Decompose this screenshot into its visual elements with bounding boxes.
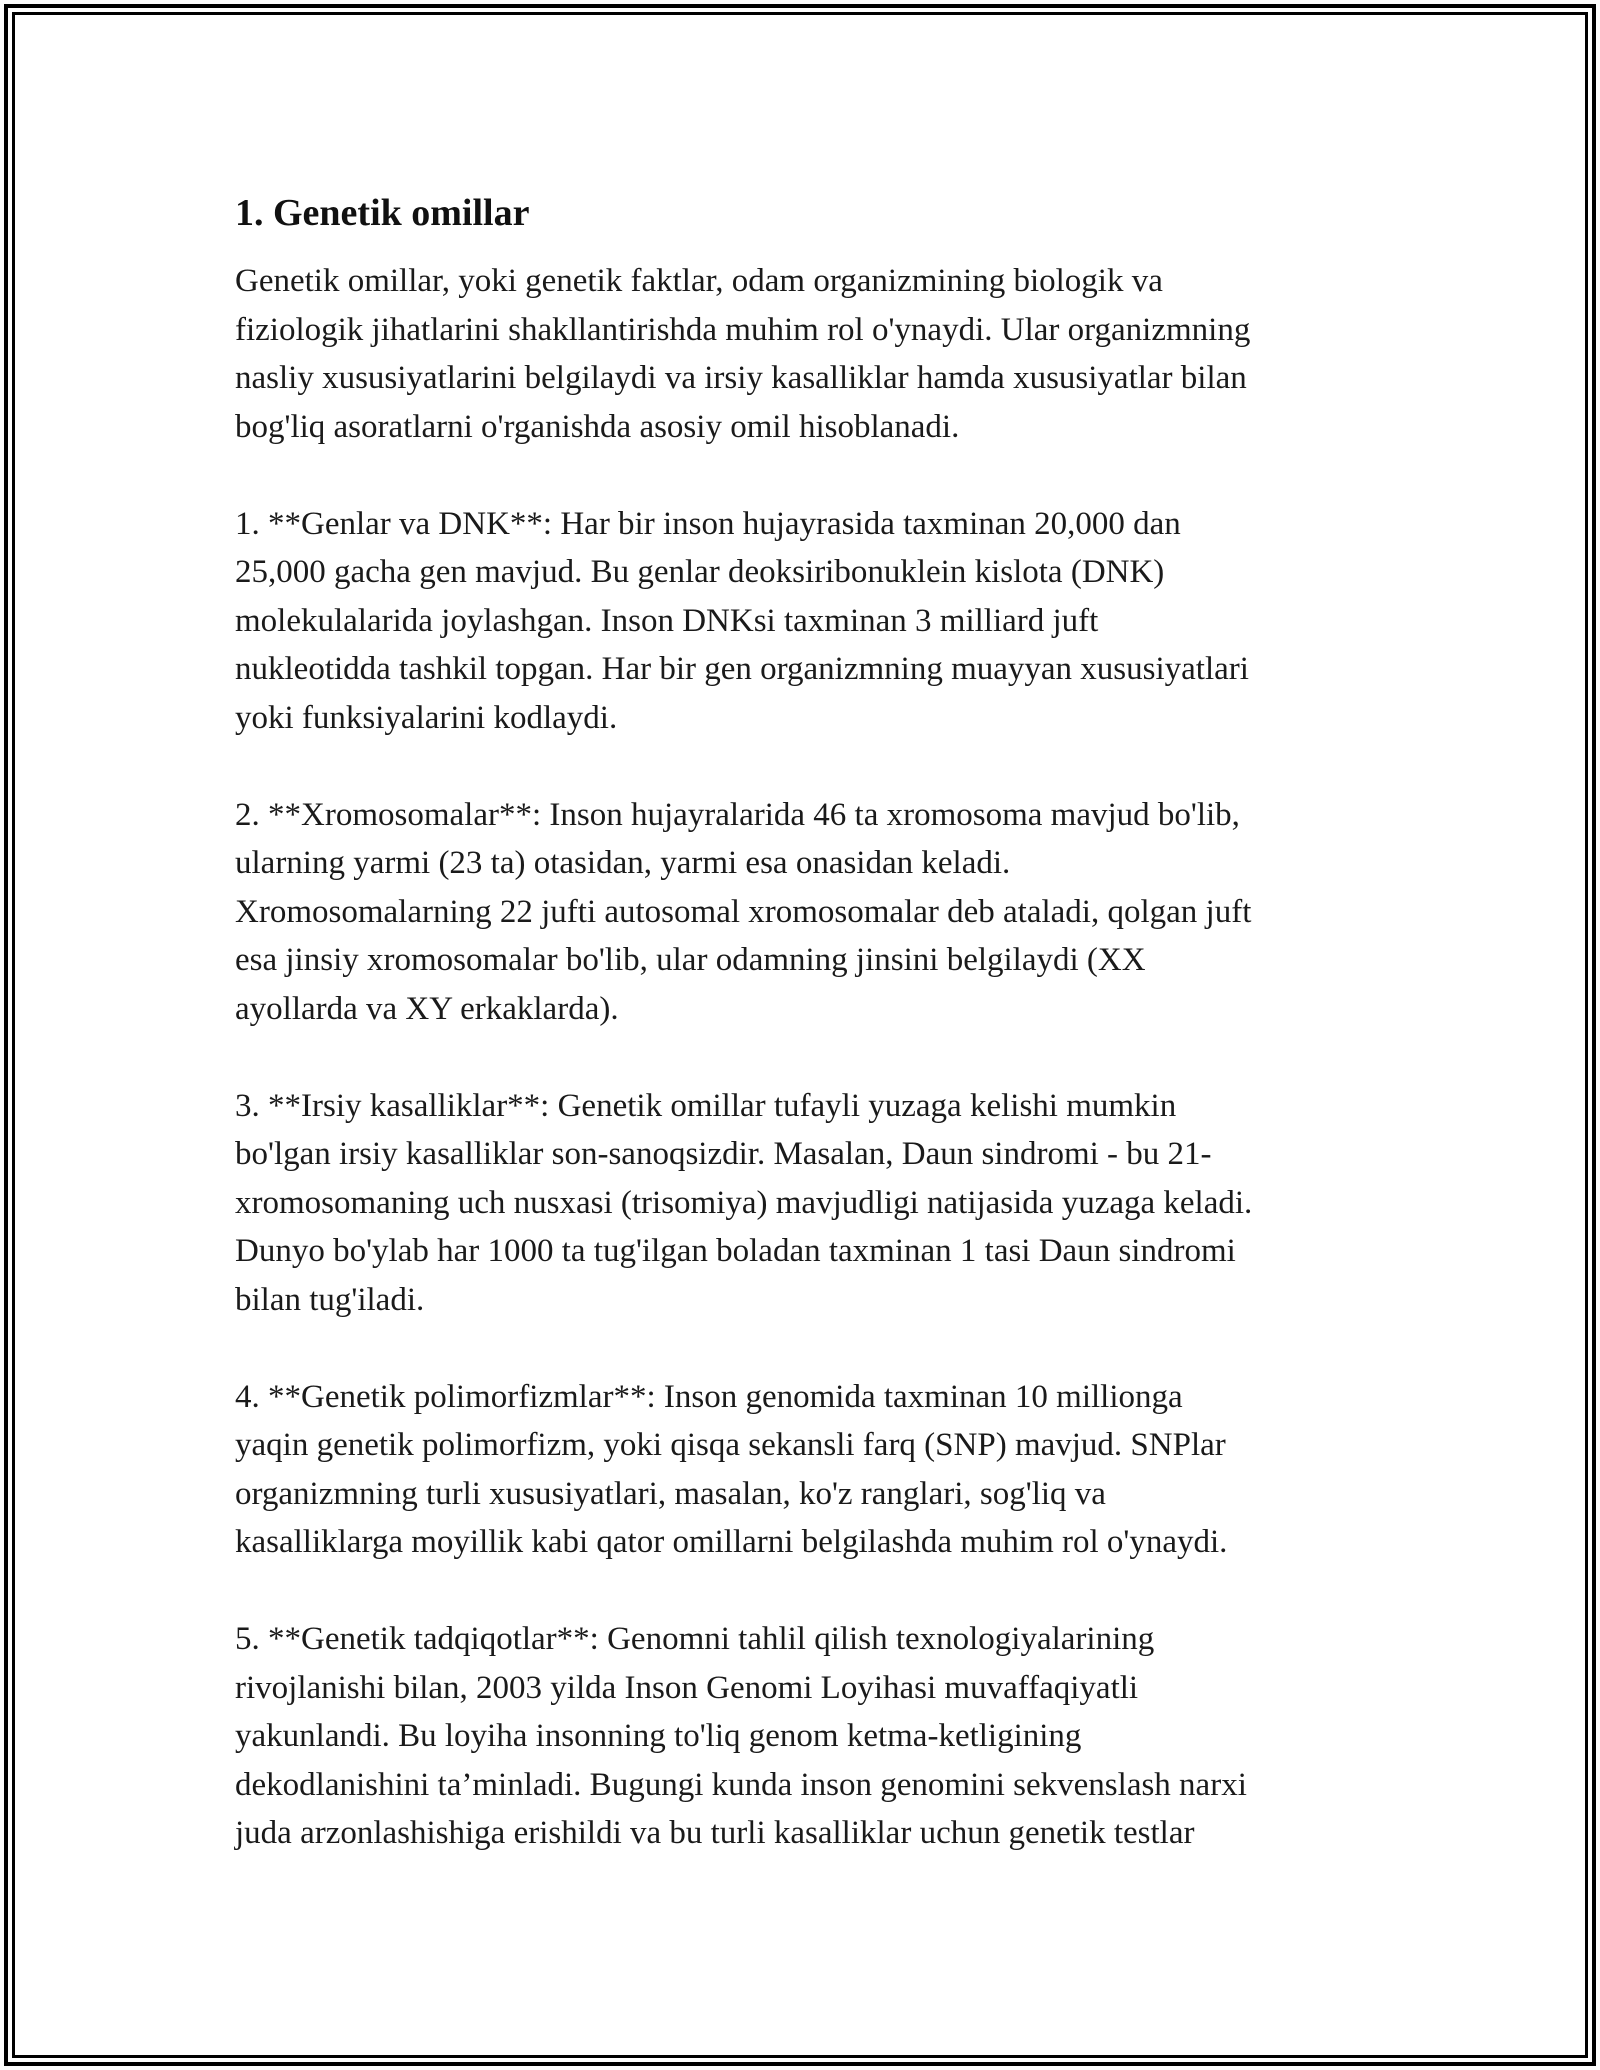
list-item-genes-dna xyxy=(235,500,1375,743)
section-heading: 1. Genetik omillar xyxy=(235,192,530,234)
text-line: rivojlanishi bilan, 2003 yilda Inson Genomi Loyihasi muvaffaqiyatli xyxy=(235,1669,1139,1706)
text-line: bilan tug'iladi. xyxy=(235,1281,425,1318)
text-line: yaqin genetik polimorfizm, yoki qisqa sekansli farq (SNP) mavjud. SNPlar xyxy=(235,1427,1226,1463)
text-line: ularning yarmi (23 ta) otasidan, yarmi esa onasidan keladi. xyxy=(235,845,1011,881)
text-line: molekulalarida joylashgan. Inson DNKsi taxminan 3 milliard juft xyxy=(235,602,1099,639)
text-line: kasalliklarga moyillik kabi qator omillarni belgilashda muhim rol o'ynaydi. xyxy=(235,1524,1228,1560)
text-line: bo'lgan irsiy kasalliklar son-sanoqsizdir. Masalan, Daun sindromi - bu 21- xyxy=(235,1136,1212,1172)
text-line: nasliy xususiyatlarini belgilaydi va irsiy kasalliklar hamda xususiyatlar bilan xyxy=(235,360,1247,396)
text-line: dekodlanishini ta’minladi. Bugungi kunda inson genomini sekvenslash narxi xyxy=(235,1766,1247,1803)
text-line: 5. **Genetik tadqiqotlar**: Genomni tahlil qilish texnologiyalarining xyxy=(235,1621,1155,1657)
text-line: nukleotidda tashkil topgan. Har bir gen organizmning muayyan xususiyatlari xyxy=(235,651,1249,687)
text-line: 25,000 gacha gen mavjud. Bu genlar deoksiribonuklein kislota (DNK) xyxy=(235,554,1165,590)
list-item-hereditary-diseases xyxy=(235,1082,1375,1325)
intro-paragraph xyxy=(235,257,1375,451)
text-line: ayollarda va XY erkaklarda). xyxy=(235,990,619,1027)
list-item-polymorphisms xyxy=(235,1373,1375,1567)
text-line: organizmning turli xususiyatlari, masalan, ko'z ranglari, sog'liq va xyxy=(235,1475,1106,1512)
list-item-genetic-research xyxy=(235,1615,1375,1858)
text-line: juda arzonlashishiga erishildi va bu turli kasalliklar uchun genetik testlar xyxy=(235,1815,1195,1851)
text-line: xromosomaning uch nusxasi (trisomiya) mavjudligi natijasida yuzaga keladi. xyxy=(235,1184,1253,1221)
text-line: fiziologik jihatlarini shakllantirishda muhim rol o'ynaydi. Ular organizmning xyxy=(235,311,1251,348)
text-line: yakunlandi. Bu loyiha insonning to'liq genom ketma-ketligining xyxy=(235,1718,1082,1754)
text-line: Genetik omillar, yoki genetik faktlar, odam organizmining biologik va xyxy=(235,263,1163,299)
list-item-chromosomes xyxy=(235,791,1375,1034)
text-line: Dunyo bo'ylab har 1000 ta tug'ilgan boladan taxminan 1 tasi Daun sindromi xyxy=(235,1233,1236,1269)
text-line: 1. **Genlar va DNK**: Har bir inson hujayrasida taxminan 20,000 dan xyxy=(235,505,1181,542)
text-line: yoki funksiyalarini kodlaydi. xyxy=(235,699,618,736)
text-line: esa jinsiy xromosomalar bo'lib, ular odamning jinsini belgilaydi (XX xyxy=(235,942,1146,978)
text-line: 2. **Xromosomalar**: Inson hujayralarida 46 ta xromosoma mavjud bo'lib, xyxy=(235,796,1240,833)
text-line: Xromosomalarning 22 jufti autosomal xromosomalar deb ataladi, qolgan juft xyxy=(235,893,1252,930)
document-body xyxy=(235,185,1375,1906)
text-line: 3. **Irsiy kasalliklar**: Genetik omillar tufayli yuzaga kelishi mumkin xyxy=(235,1087,1177,1124)
text-line: 4. **Genetik polimorfizmlar**: Inson genomida taxminan 10 millionga xyxy=(235,1378,1183,1415)
text-line: bog'liq asoratlarni o'rganishda asosiy omil hisoblanadi. xyxy=(235,408,960,445)
